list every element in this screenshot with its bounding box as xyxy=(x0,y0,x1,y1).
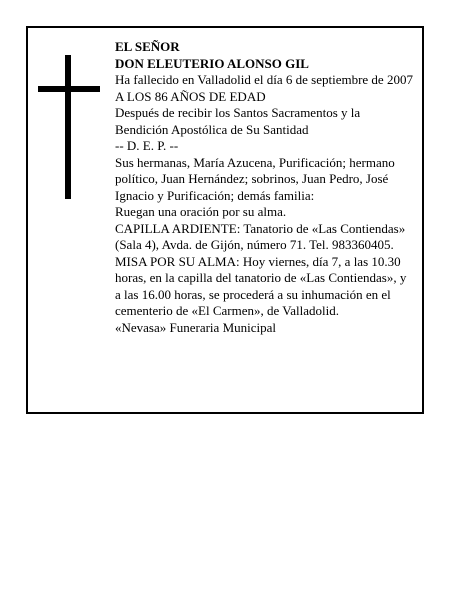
deceased-name: DON ELEUTERIO ALONSO GIL xyxy=(115,55,309,71)
chapel-line: CAPILLA ARDIENTE: Tanatorio de «Las Contiendas» (Sala 4), Avda. de Gijón, número 71. Tel. 983360405. xyxy=(115,220,406,252)
cross-horizontal-bar xyxy=(38,86,100,92)
death-date-line: Ha fallecido en Valladolid el día 6 de septiembre de 2007 xyxy=(115,72,413,87)
prayer-line: Ruegan una oración por su alma. xyxy=(115,204,287,219)
funeral-home-line: «Nevasa» Funeraria Municipal xyxy=(115,319,277,335)
notice-title-line1: EL SEÑOR xyxy=(115,39,180,54)
cross-icon xyxy=(38,55,100,199)
family-line: Sus hermanas, María Azucena, Purificación; hermano político, Juan Hernández; sobrinos, Juan Pedro, José Ignacio y Purificación; demás familia: xyxy=(115,154,395,203)
obituary-notice xyxy=(26,26,424,414)
dep-line: -- D. E. P. -- xyxy=(115,138,179,153)
mass-line: MISA POR SU ALMA: Hoy viernes, día 7, a las 10.30 horas, en la capilla del tanatorio de «Las Contiendas», y a las 16.00 horas, se procederá a su inhumación en el cementerio de «El Carmen», de Valladolid. xyxy=(115,253,407,318)
sacraments-line: Después de recibir los Santos Sacramentos y la Bendición Apostólica de Su Santidad xyxy=(115,105,361,137)
notice-text xyxy=(115,39,415,336)
age-line: A LOS 86 AÑOS DE EDAD xyxy=(115,88,266,104)
cross-vertical-bar xyxy=(65,55,71,199)
